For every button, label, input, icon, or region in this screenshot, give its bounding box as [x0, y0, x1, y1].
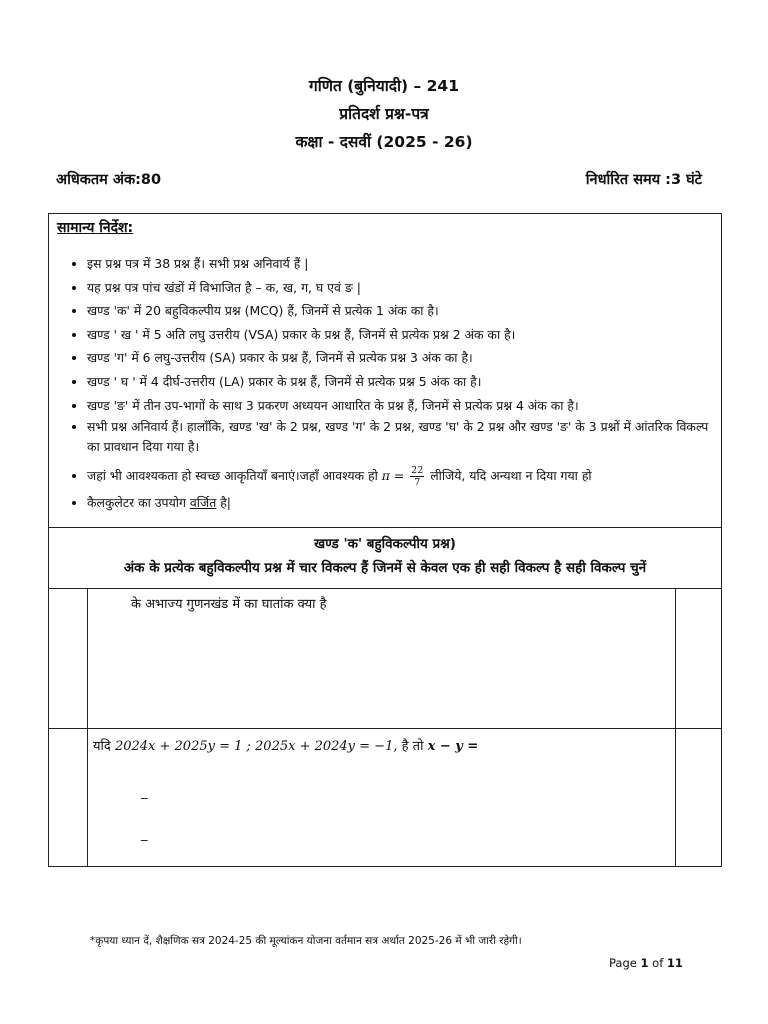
instruction-item-calculator: [87, 491, 715, 515]
page-word: Page: [609, 956, 637, 970]
page-number: 1: [640, 956, 649, 970]
question-row-1: [48, 588, 722, 729]
max-marks: अधिकतम अंक:80: [56, 172, 162, 188]
column-divider: [87, 729, 88, 866]
instructions-box: [48, 213, 722, 528]
instruction-item: • खण्ड ' घ ' में 4 दीर्घ-उत्तरीय (LA) प्रकार के प्रश्न हैं, जिनमें से प्रत्येक प्रश्न 5 अंक का है।: [87, 370, 715, 394]
question-row-2: [48, 728, 722, 867]
fraction-numerator: 22: [411, 465, 424, 477]
time-allowed: निर्धारित समय :3 घंटे: [585, 172, 702, 188]
question-1-text: के अभाज्य गुणनखंड में का घातांक क्या है: [131, 597, 327, 612]
option-placeholder: _: [141, 827, 148, 842]
instruction-item: • यह प्रश्न पत्र पांच खंडों में विभाजित है – क, ख, ग, घ एवं ङ |: [87, 276, 715, 300]
fraction-denominator: 7: [414, 477, 421, 489]
diagram-note-before: जहां भी आवश्यकता हो स्वच्छ आकृतियाँ बनाएं।जहाँ आवश्यक हो: [87, 468, 378, 484]
calc-prohibited: वर्जित: [189, 495, 217, 511]
column-divider: [87, 589, 88, 728]
page-indicator: [609, 956, 683, 970]
paper-type: प्रतिदर्श प्रश्न-पत्र: [339, 105, 429, 123]
instructions-title: सामान्य निर्देश:: [57, 220, 134, 236]
diagram-note-after: लीजिये, यदि अन्यथा न दिया गया हो: [430, 468, 592, 484]
paper-subject: गणित (बुनियादी) – 241: [309, 77, 459, 95]
pi-symbol: π =: [381, 468, 405, 484]
calc-before: कैलकुलेटर का उपयोग: [87, 495, 186, 511]
of-word: of: [652, 956, 664, 970]
option-placeholder: _: [141, 785, 148, 800]
question-2-equations: 2024x + 2025y = 1 ; 2025x + 2024y = −1,: [114, 739, 398, 754]
section-instruction: अंक के प्रत्येक बहुविकल्पीय प्रश्न में चार विकल्प हैं जिनमें से केवल एक ही सही विकल्प है सही विकल्प चुनें: [123, 560, 647, 576]
instruction-item: • खण्ड 'ग' में 6 लघु-उत्तरीय (SA) प्रकार के प्रश्न हैं, जिनमें से प्रत्येक प्रश्न 3 अंक का है।: [87, 346, 715, 370]
instruction-item: • इस प्रश्न पत्र में 38 प्रश्न हैं। सभी प्रश्न अनिवार्य हैं |: [87, 252, 715, 276]
instruction-item: • सभी प्रश्न अनिवार्य हैं। हालाँकि, खण्ड 'ख' के 2 प्रश्न, खण्ड 'ग' के 2 प्रश्न, खण्ड 'घ' के 2 प्रश्न और खण्ड 'ङ' के 3 प्रश्नों में आंतरिक विकल्प का प्रावधान दिया गया है।: [87, 417, 715, 457]
instruction-item-diagram: [87, 461, 715, 491]
instruction-item: • खण्ड 'ङ' में तीन उप-भागों के साथ 3 प्रकरण अध्ययन आधारित के प्रश्न हैं, जिनमें से प्रत्येक प्रश्न 4 अंक का है।: [87, 394, 715, 418]
section-heading-box: [48, 527, 722, 589]
footnote: *कृपया ध्यान दें, शैक्षणिक सत्र 2024-25 की मूल्यांकन योजना वर्तमान सत्र अर्थात 2025-26 में भी जारी रहेगी।: [90, 935, 522, 947]
question-2-prefix: यदि: [93, 739, 111, 754]
column-divider: [675, 729, 676, 866]
instruction-item: • खण्ड 'क' में 20 बहुविकल्पीय प्रश्न (MCQ) हैं, जिनमें से प्रत्येक 1 अंक का है।: [87, 299, 715, 323]
question-2-text: [93, 736, 478, 754]
section-title: खण्ड 'क' बहुविकल्पीय प्रश्न): [314, 536, 456, 552]
pi-fraction: [410, 465, 424, 488]
class-line: कक्षा - दसवीं (2025 - 26): [295, 133, 473, 151]
calc-after: है|: [220, 495, 231, 511]
question-2-expression: x − y =: [427, 739, 479, 754]
column-divider: [675, 589, 676, 728]
instructions-list: [49, 252, 723, 515]
question-2-suffix: है तो: [401, 739, 424, 754]
page-total: 11: [666, 956, 683, 970]
instruction-item: • खण्ड ' ख ' में 5 अति लघु उत्तरीय (VSA) प्रकार के प्रश्न हैं, जिनमें से प्रत्येक प्रश्न 2 अंक का है।: [87, 323, 715, 347]
